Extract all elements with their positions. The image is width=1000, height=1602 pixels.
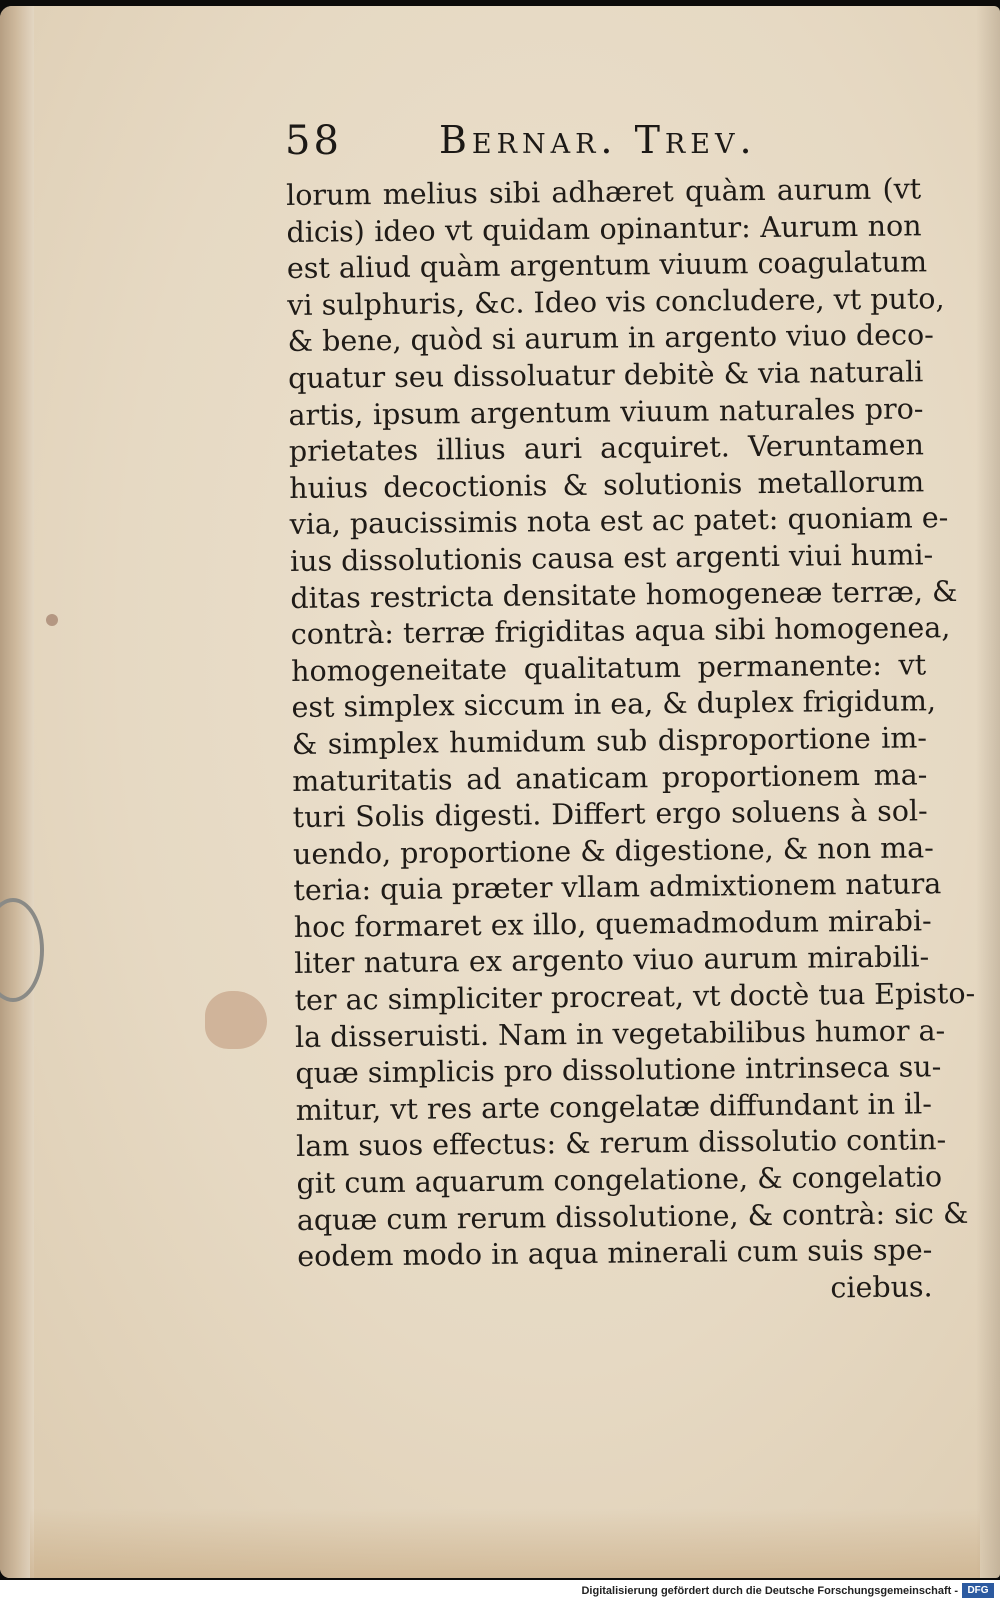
text-line: hoc formaret ex illo, quemadmodum mirabi-	[293, 904, 932, 944]
text-line: dicis) ideo vt quidam opinantur: Aurum non	[286, 208, 922, 249]
page-header	[285, 118, 785, 162]
text-line: uendo, proportione & digestione, & non ma-	[292, 830, 934, 871]
text-line: maturitatis ad anaticam proportionem ma-	[292, 757, 928, 798]
running-title: Bernar. Trev.	[439, 118, 757, 162]
stain-spot	[205, 991, 267, 1049]
text-line: git cum aquarum congelatione, & congelatio	[296, 1160, 943, 1200]
text-line: lam suos effectus: & rerum dissolutio contin-	[295, 1123, 947, 1164]
ink-spot	[46, 614, 58, 626]
page-gutter	[0, 6, 34, 1578]
text-line: turi Solis digesti. Differt ergo soluens à sol-	[292, 794, 928, 835]
text-line: ciebus.	[830, 1270, 933, 1305]
digitization-footer	[0, 1580, 1000, 1602]
text-line: & bene, quòd si aurum in argento viuo deco-	[287, 318, 934, 359]
text-line: via, paucissimis nota est ac patet: quoniam e-	[289, 501, 949, 542]
text-line: mitur, vt res arte congelatæ diffundant in il-	[295, 1087, 933, 1127]
text-line: ius dissolutionis causa est argenti viui humi-	[289, 538, 934, 578]
text-line: homogeneitate qualitatum permanente: vt	[290, 648, 927, 688]
water-stain	[30, 1508, 980, 1578]
text-line: lorum melius sibi adhæret quàm aurum (vt	[286, 172, 922, 212]
book-page	[0, 6, 1000, 1578]
text-line: liter natura ex argento viuo aurum mirabili-	[294, 940, 930, 981]
text-line: est aliud quàm argentum viuum coagulatum	[286, 245, 928, 286]
text-line: la disseruisti. Nam in vegetabilibus humor a-	[294, 1013, 946, 1054]
text-line: teria: quia præter vllam admixtionem natura	[293, 867, 942, 908]
text-line: aquæ cum rerum dissolutione, & contrà: sic &	[296, 1196, 969, 1237]
text-line: eodem modo in aqua minerali cum suis spe-	[297, 1233, 933, 1274]
text-line: ditas restricta densitate homogeneæ terræ, &	[290, 574, 958, 615]
funding-credit: Digitalisierung gefördert durch die Deutsche Forschungsgemeinschaft -	[581, 1585, 958, 1597]
text-line: quæ simplicis pro dissolutione intrinseca su-	[295, 1050, 942, 1091]
text-line: vi sulphuris, &c. Ideo vis concludere, vt puto,	[287, 281, 945, 322]
page-edge-shadow	[976, 6, 1000, 1578]
body-text	[286, 171, 976, 1312]
dfg-logo: DFG	[962, 1583, 994, 1598]
text-line: artis, ipsum argentum viuum naturales pro-	[288, 391, 924, 432]
text-line: ter ac simpliciter procreat, vt doctè tua Episto-	[294, 976, 976, 1018]
text-line: prietates illius auri acquiret. Veruntamen	[288, 428, 925, 469]
text-line: & simplex humidum sub disproportione im-	[291, 721, 928, 761]
text-line: quatur seu dissoluatur debitè & via naturali	[287, 355, 924, 395]
page-number: 58	[285, 118, 342, 164]
text-line: contrà: terræ frigiditas aqua sibi homogenea,	[290, 611, 951, 652]
text-line: huius decoctionis & solutionis metallorum	[289, 465, 925, 505]
text-line: est simplex siccum in ea, & duplex frigidum,	[291, 684, 937, 725]
